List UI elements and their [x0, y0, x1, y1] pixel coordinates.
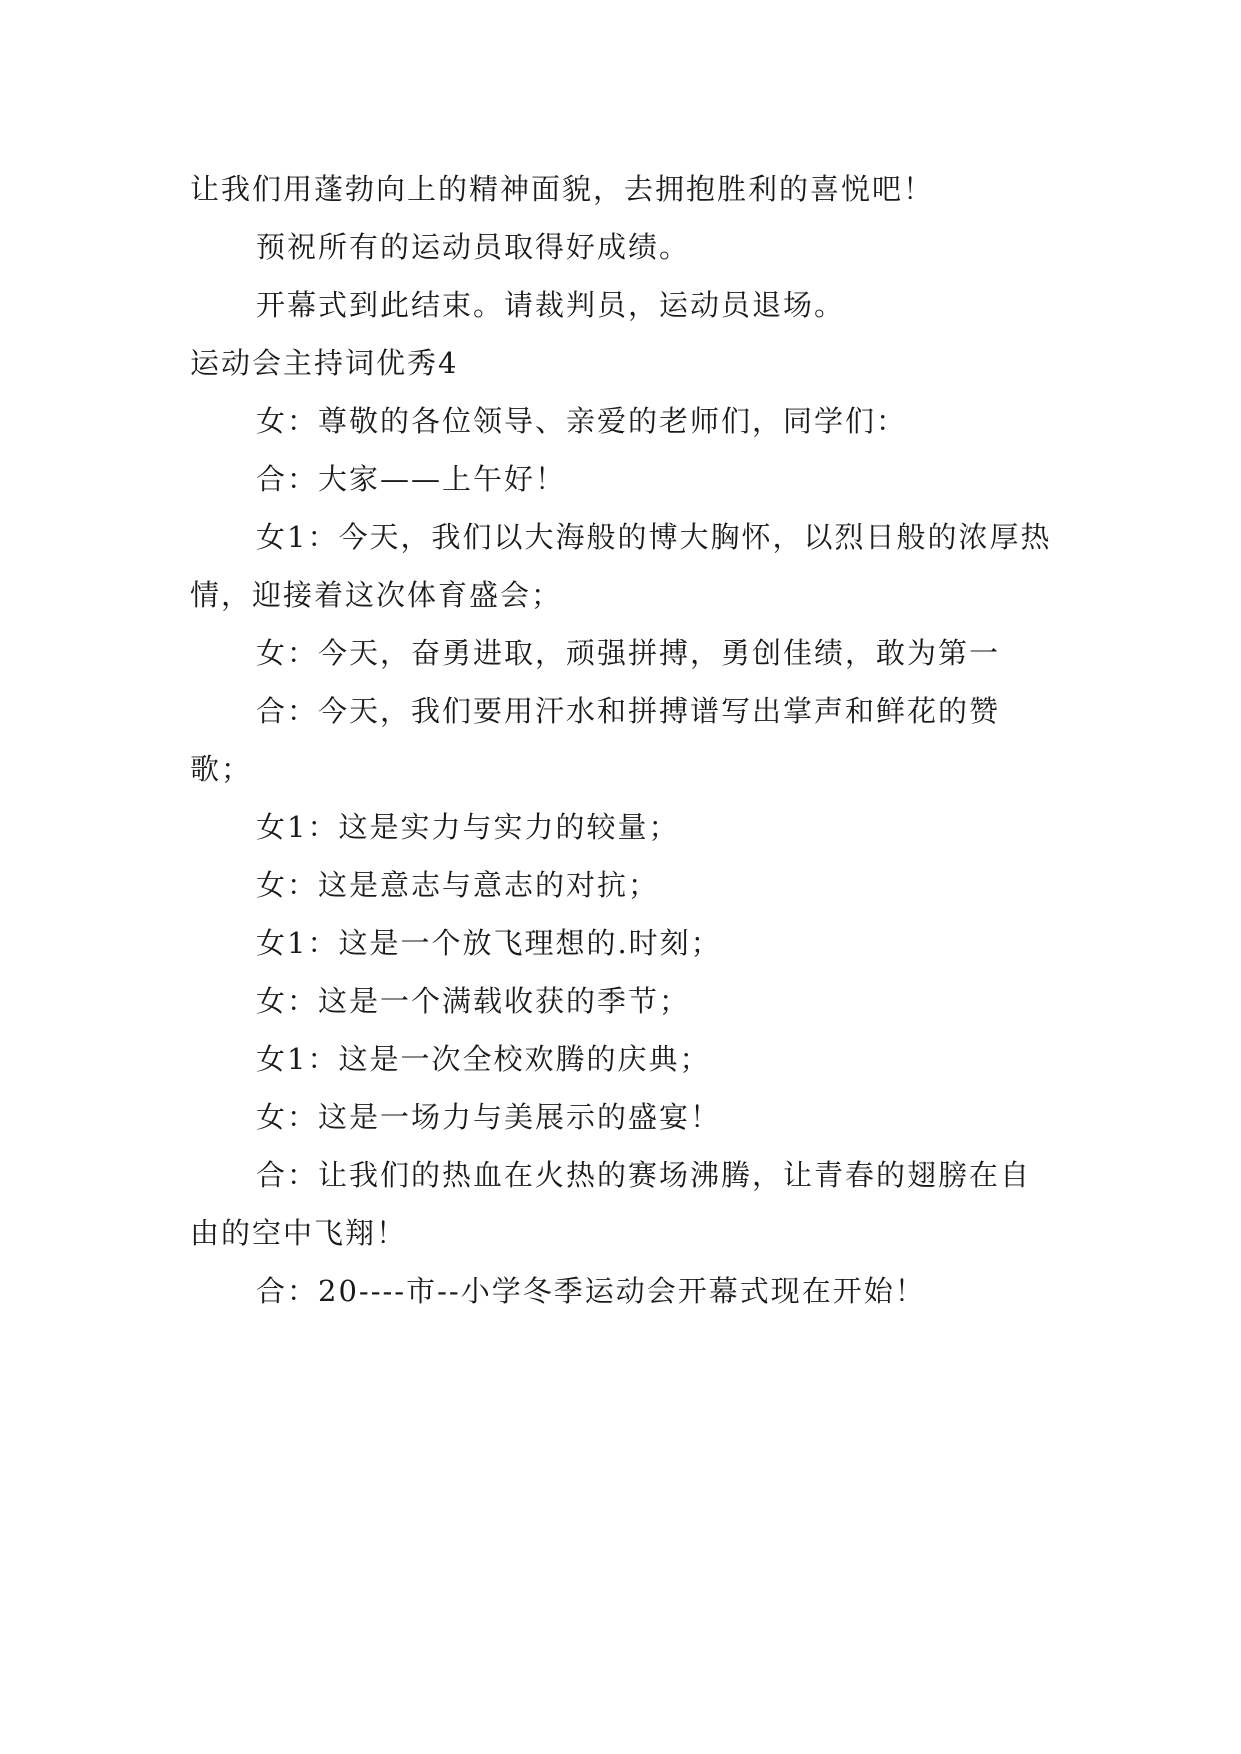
paragraph-0: 让我们用蓬勃向上的精神面貌，去拥抱胜利的喜悦吧！ [190, 172, 935, 206]
paragraph-13: 女1：这是一次全校欢腾的庆典； [256, 1042, 711, 1076]
paragraph-2: 开幕式到此结束。请裁判员，运动员退场。 [256, 288, 846, 322]
paragraph-9: 女1：这是实力与实力的较量； [256, 810, 680, 844]
section-heading: 运动会主持词优秀4 [190, 346, 459, 380]
paragraph-15: 合：让我们的热血在火热的赛场沸腾，让青春的翅膀在自由的空中飞翔！ [190, 1158, 1032, 1250]
paragraph-8: 合：今天，我们要用汗水和拼搏谱写出掌声和鲜花的赞歌； [190, 694, 1001, 786]
paragraph-11: 女1：这是一个放飞理想的.时刻； [256, 926, 722, 960]
document-body [190, 160, 1060, 1320]
paragraph-5: 合：大家——上午好！ [256, 462, 567, 496]
paragraph-1: 预祝所有的运动员取得好成绩。 [256, 230, 691, 264]
paragraph-7: 女：今天，奋勇进取，顽强拼搏，勇创佳绩，敢为第一 [256, 636, 1001, 670]
paragraph-16: 合：20----市--小学冬季运动会开幕式现在开始！ [256, 1274, 926, 1308]
paragraph-10: 女：这是意志与意志的对抗； [256, 868, 660, 902]
paragraph-4: 女：尊敬的各位领导、亲爱的老师们，同学们： [256, 404, 908, 438]
paragraph-12: 女：这是一个满载收获的季节； [256, 984, 691, 1018]
paragraph-14: 女：这是一场力与美展示的盛宴！ [256, 1100, 722, 1134]
paragraph-6: 女1：今天，我们以大海般的博大胸怀，以烈日般的浓厚热情，迎接着这次体育盛会； [190, 520, 1052, 612]
